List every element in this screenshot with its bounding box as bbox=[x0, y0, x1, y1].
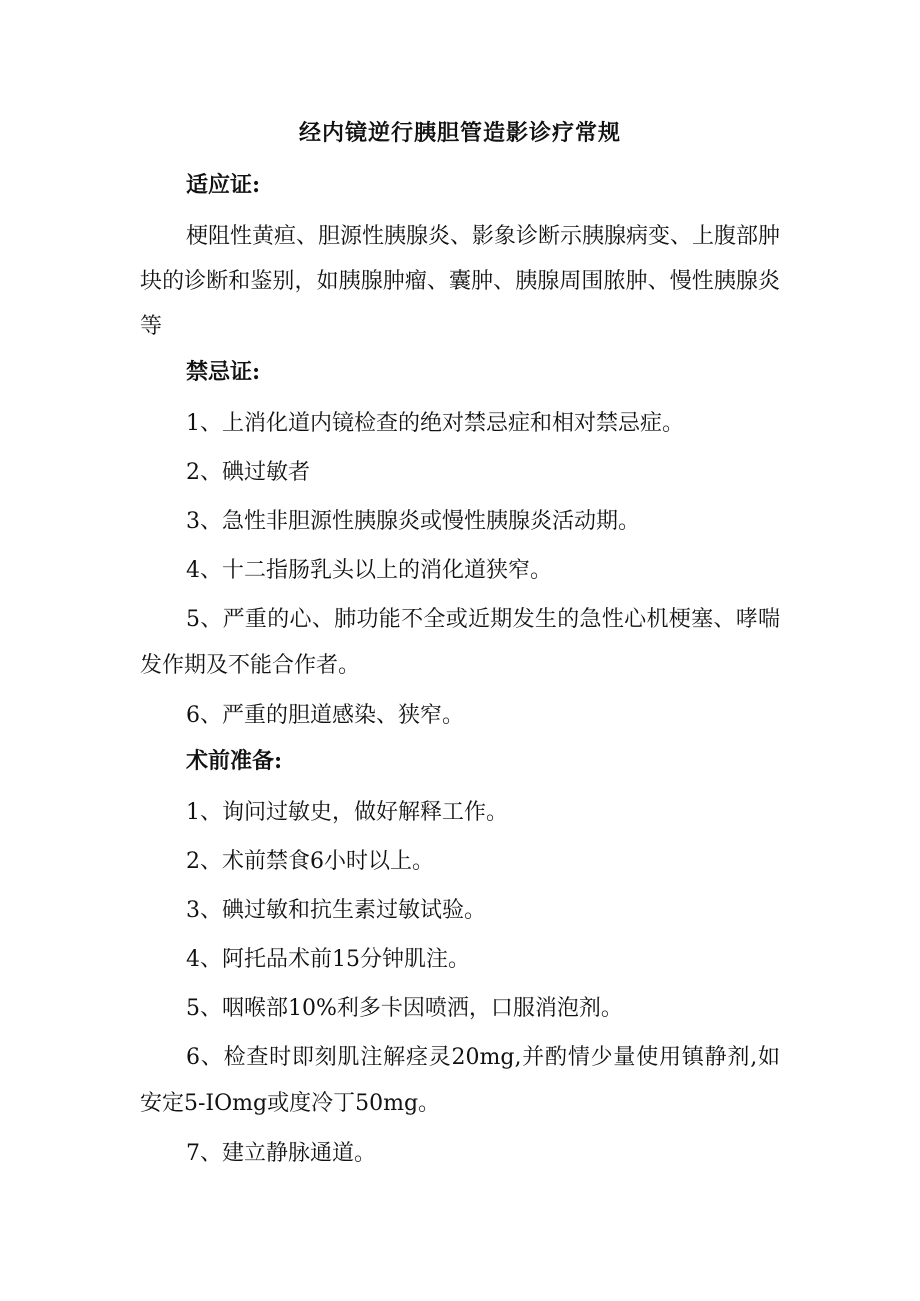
preparation-item-2: 2、术前禁食6小时以上。 bbox=[186, 849, 434, 874]
section-heading-contraindications: 禁忌证: bbox=[186, 359, 261, 385]
section-heading-preoperative-preparation: 术前准备: bbox=[186, 748, 283, 774]
indications-paragraph: 梗阻性黄疸、胆源性胰腺炎、影象诊断示胰腺病变、上腹部肿块的诊断和鉴别，如胰腺肿瘤、囊肿、胰腺周围脓肿、慢性胰腺炎等 bbox=[140, 224, 781, 339]
contraindication-item-6: 6、严重的胆道感染、狭窄。 bbox=[186, 703, 464, 728]
preparation-item-4: 4、阿托品术前15分钟肌注。 bbox=[186, 947, 470, 972]
contraindication-item-1: 1、上消化道内镜检查的绝对禁忌症和相对禁忌症。 bbox=[186, 411, 684, 436]
contraindication-item-4: 4、十二指肠乳头以上的消化道狭窄。 bbox=[186, 558, 552, 583]
preparation-item-3: 3、碘过敏和抗生素过敏试验。 bbox=[186, 898, 486, 923]
preparation-item-7: 7、建立静脉通道。 bbox=[186, 1141, 376, 1166]
document-title: 经内镜逆行胰胆管造影诊疗常规 bbox=[298, 120, 621, 146]
preparation-item-1: 1、询问过敏史，做好解释工作。 bbox=[186, 800, 508, 825]
contraindication-item-5: 5、严重的心、肺功能不全或近期发生的急性心机梗塞、哮喘发作期及不能合作者。 bbox=[140, 607, 780, 678]
contraindication-item-2: 2、碘过敏者 bbox=[186, 460, 310, 485]
preparation-item-5: 5、咽喉部10%利多卡因喷洒，口服消泡剂。 bbox=[186, 996, 623, 1021]
contraindication-item-3: 3、急性非胆源性胰腺炎或慢性胰腺炎活动期。 bbox=[186, 509, 640, 534]
section-heading-indications: 适应证: bbox=[186, 172, 261, 198]
preparation-item-6: 6、检查时即刻肌注解痉灵20mg,并酌情少量使用镇静剂,如安定5-IOmg或度冷丁50mg。 bbox=[140, 1045, 780, 1116]
